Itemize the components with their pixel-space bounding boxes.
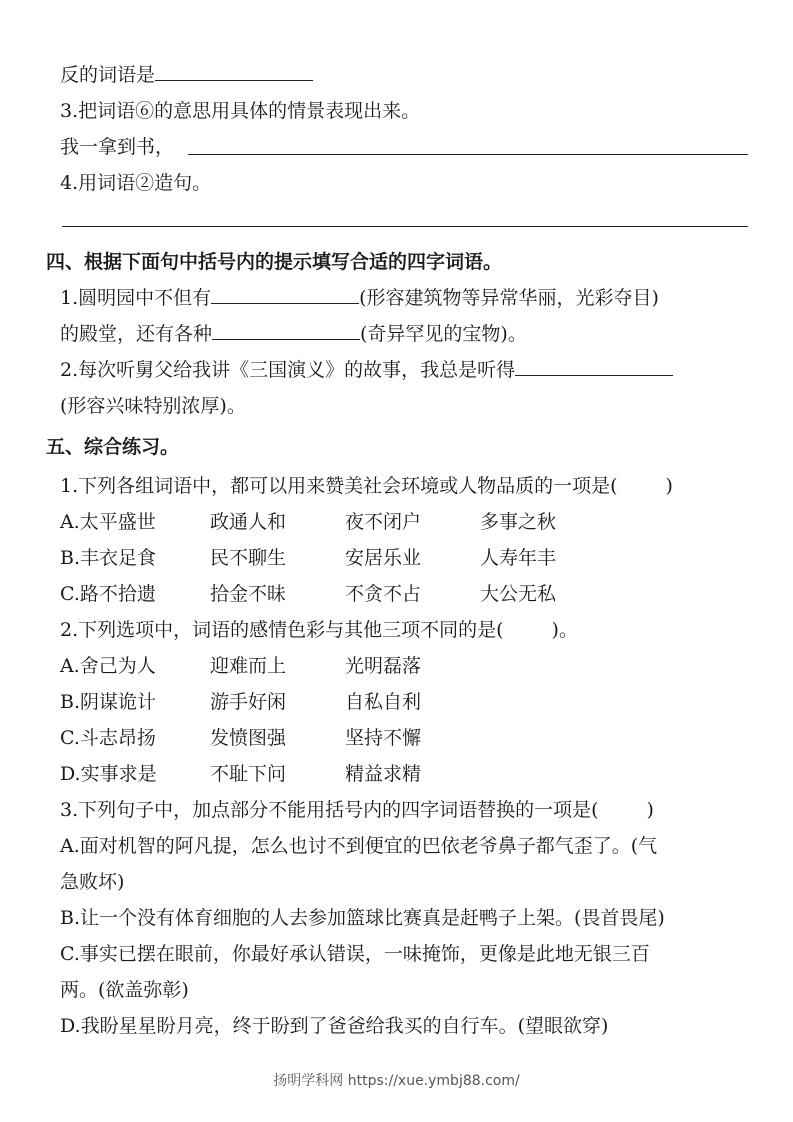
part4-q2-line1: [60, 357, 673, 383]
option-word: 政通人和: [210, 511, 287, 533]
option-word: 人寿年丰: [480, 547, 557, 569]
q1-hint-a: (形容建筑物等异常华丽，光彩夺目): [359, 287, 659, 309]
option-word: 安居乐业: [345, 547, 422, 569]
option-word: 不耻下问: [210, 763, 287, 785]
option-word: 民不聊生: [210, 547, 287, 569]
section-heading-4: 四、根据下面句中括号内的提示填写合适的四字词语。: [46, 251, 503, 273]
part5-q1-stem: [60, 473, 673, 499]
option-word: 游手好闲: [210, 691, 287, 713]
option-word: 迎难而上: [210, 655, 287, 677]
option-row[interactable]: [60, 725, 480, 751]
q3-option-d: D.我盼星星盼月亮，终于盼到了爸爸给我买的自行车。(望眼欲穿): [60, 1015, 609, 1037]
option-word: 精益求精: [345, 763, 422, 785]
option-word: 发愤图强: [210, 727, 287, 749]
option-row[interactable]: [60, 689, 480, 715]
option-word: 夜不闭户: [345, 511, 422, 533]
option-word: 光明磊落: [345, 655, 422, 677]
answer-blank[interactable]: [515, 357, 673, 376]
q2-continuation: [60, 62, 313, 88]
q3-option-c-line2: 两。(欲盖弥彰): [60, 979, 189, 1001]
option-row[interactable]: [60, 653, 480, 679]
q2-stem-text: 2.下列选项中，词语的感情色彩与其他三项不同的是(: [60, 619, 504, 641]
option-row[interactable]: [60, 509, 615, 535]
answer-line[interactable]: [62, 226, 748, 227]
q2-cont-label: 反的词语是: [60, 64, 156, 86]
part4-q1-line1: [60, 285, 659, 311]
q1-close-paren: ): [665, 475, 673, 497]
option-label-word: B.阴谋诡计: [60, 691, 157, 713]
answer-blank[interactable]: [212, 321, 360, 340]
option-word: 拾金不昧: [210, 583, 287, 605]
part5-q2-stem: [60, 617, 578, 643]
option-label-word: B.丰衣足食: [60, 547, 157, 569]
q1-hint-b: (奇异罕见的宝物)。: [360, 323, 527, 345]
question-3-answer: [60, 134, 174, 160]
q3-option-c-line1: C.事实已摆在眼前，你最好承认错误，一味掩饰，更像是此地无银三百: [60, 943, 650, 965]
part4-q1-line2: [60, 321, 527, 347]
option-word: 自私自利: [345, 691, 422, 713]
section-heading-5: 五、综合练习。: [46, 436, 180, 458]
q3-option-a-line2: 急败坏): [60, 871, 125, 893]
option-word: 大公无私: [480, 583, 557, 605]
option-word: 坚持不懈: [345, 727, 422, 749]
answer-blank[interactable]: [211, 285, 359, 304]
q3-option-b: B.让一个没有体育细胞的人去参加篮球比赛真是赶鸭子上架。(畏首畏尾): [60, 907, 665, 929]
q3-option-a-line1: A.面对机智的阿凡提，怎么也讨不到便宜的巴依老爷鼻子都气歪了。(气: [60, 835, 658, 857]
option-word: 多事之秋: [480, 511, 557, 533]
q1-text-a: 1.圆明园中不但有: [60, 287, 212, 309]
q1-stem-text: 1.下列各组词语中，都可以用来赞美社会环境或人物品质的一项是(: [60, 475, 618, 497]
answer-blank[interactable]: [155, 62, 313, 81]
question-4: 4.用词语②造句。: [60, 172, 212, 194]
q1-text-b: 的殿堂，还有各种: [60, 323, 213, 345]
option-label-word: C.斗志昂扬: [60, 727, 156, 749]
answer-line[interactable]: [188, 154, 748, 155]
option-row[interactable]: [60, 761, 480, 787]
option-label-word: C.路不拾遗: [60, 583, 156, 605]
option-label-word: A.舍己为人: [60, 655, 156, 677]
option-row[interactable]: [60, 545, 615, 571]
q2-text: 2.每次听舅父给我讲《三国演义》的故事，我总是听得: [60, 359, 516, 381]
q3-stem-text: 3.下列句子中，加点部分不能用括号内的四字词语替换的一项是(: [60, 799, 599, 821]
footer-watermark: 扬明学科网 https://xue.ymbj88.com/: [273, 1073, 520, 1089]
option-word: 不贪不占: [345, 583, 422, 605]
part5-q3-stem: [60, 797, 654, 823]
q3-close-paren: ): [646, 799, 654, 821]
q3-prefix: 我一拿到书，: [60, 136, 175, 158]
option-label-word: A.太平盛世: [60, 511, 156, 533]
question-3: 3.把词语⑥的意思用具体的情景表现出来。: [60, 100, 421, 122]
q2-close-paren: )。: [551, 619, 578, 641]
part4-q2-line2: (形容兴味特别浓厚)。: [60, 395, 246, 417]
option-row[interactable]: [60, 581, 615, 607]
option-label-word: D.实事求是: [60, 763, 157, 785]
